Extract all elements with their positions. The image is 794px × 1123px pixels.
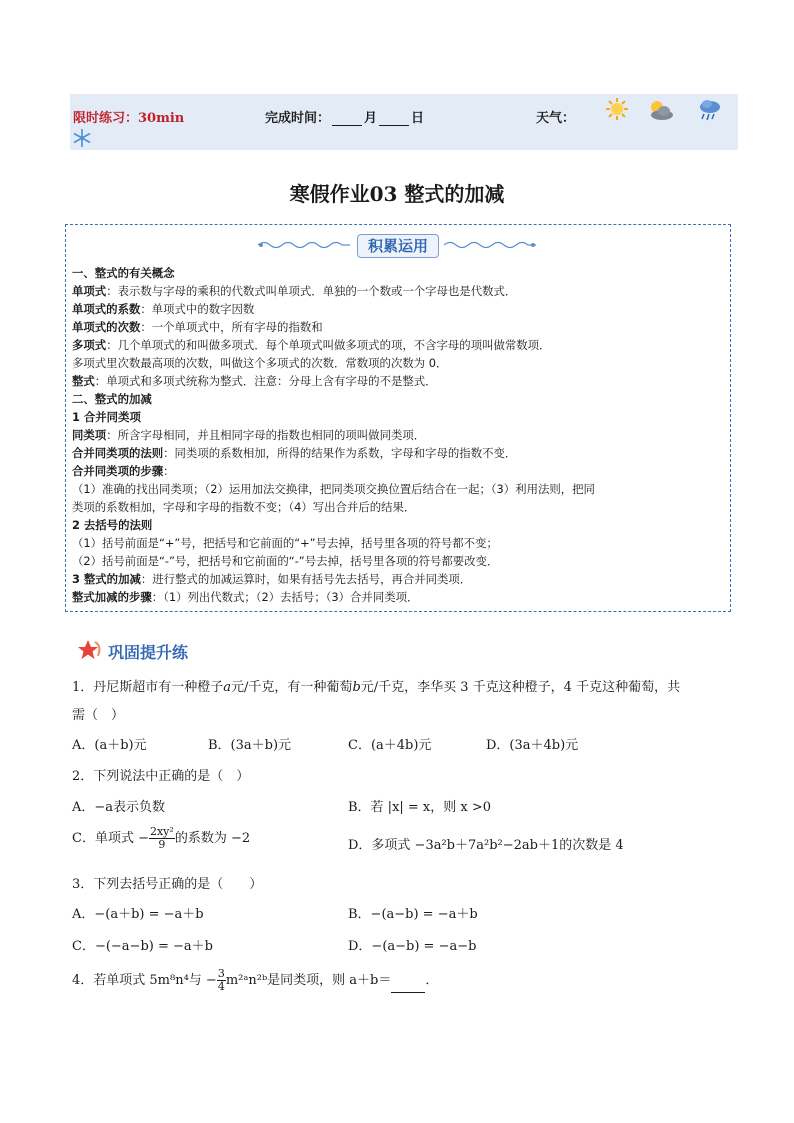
question-2-stem: 2．下列说法中正确的是（ ） xyxy=(72,769,250,784)
knowledge-line: 多项式：几个单项式的和叫做多项式．每个单项式叫做多项式的项，不含字母的项叫做常数项． xyxy=(72,338,551,352)
snowflake-icon xyxy=(72,128,92,148)
question-3-option-d[interactable]: D．−(a−b) = −a−b xyxy=(348,939,477,954)
star-icon xyxy=(76,638,104,662)
knowledge-line: 单项式的次数：一个单项式中，所有字母的指数和 xyxy=(72,320,323,334)
fraction: $\frac{3}{4}$ xyxy=(217,967,225,993)
knowledge-line: （1）括号前面是“+”号，把括号和它前面的“+”号去掉，括号里各项的符号都不变； xyxy=(72,536,498,550)
knowledge-banner: 积累运用 xyxy=(357,234,439,258)
question-1-option-c[interactable]: C．(a＋4b)元 xyxy=(348,738,432,753)
page-title: 寒假作业03 整式的加减 xyxy=(289,182,505,206)
question-1-option-d[interactable]: D．(3a＋4b)元 xyxy=(486,738,579,753)
weather-label: 天气： xyxy=(536,111,576,126)
sunny-icon xyxy=(606,98,628,120)
knowledge-line: 合并同类项的法则：同类项的系数相加，所得的结果作为系数，字母和字母的指数不变． xyxy=(72,446,517,460)
knowledge-line: 多项式里次数最高项的次数，叫做这个多项式的次数．常数项的次数为 0． xyxy=(72,356,448,370)
question-2-option-b[interactable]: B．若 |x| = x，则 x >0 xyxy=(348,800,492,815)
question-1-option-b[interactable]: B．(3a＋b)元 xyxy=(208,738,292,753)
banner-wave-left-decoration xyxy=(258,238,350,252)
banner-wave-right-decoration xyxy=(444,238,536,252)
question-2-option-a[interactable]: A．−a表示负数 xyxy=(72,800,166,815)
rain-icon xyxy=(697,98,723,124)
knowledge-line: （2）括号前面是“-”号，把括号和它前面的“-”号去掉，括号里各项的符号都要改变． xyxy=(72,554,499,568)
time-limit-label: 限时练习：30min xyxy=(73,111,185,126)
knowledge-line: 3 整式的加减：进行整式的加减运算时，如果有括号先去括号，再合并同类项． xyxy=(72,572,472,586)
knowledge-line: 2 去括号的法则 xyxy=(72,518,153,532)
knowledge-line: 同类项：所含字母相同，并且相同字母的指数也相同的项叫做同类项． xyxy=(72,428,426,442)
practice-header-bar xyxy=(70,94,738,150)
question-3-option-c[interactable]: C．−(−a−b) = −a＋b xyxy=(72,939,213,954)
fraction: $\frac{\text{2xy²}}{9}$ xyxy=(149,825,174,851)
question-1-stem-cont: 需（ ） xyxy=(72,708,125,723)
partly-cloudy-icon xyxy=(645,98,675,122)
answer-blank[interactable] xyxy=(391,980,425,993)
question-2-option-d[interactable]: D．多项式 −3a²b＋7a²b²−2ab＋1的次数是 4 xyxy=(348,838,624,853)
knowledge-text xyxy=(72,264,728,606)
knowledge-line: 单项式的系数：单项式中的数字因数 xyxy=(72,302,255,316)
knowledge-line: 合并同类项的步骤： xyxy=(72,464,175,478)
knowledge-line: （1）准确的找出同类项；（2）运用加法交换律，把同类项交换位置后结合在一起；（3）利用法则，把同 xyxy=(72,482,595,496)
knowledge-line: 二、整式的加减 xyxy=(72,392,152,406)
knowledge-line: 1 合并同类项 xyxy=(72,410,141,424)
question-2-option-c[interactable]: C．单项式 − $\frac{\text{2xy²}}{9}$ 的系数为 −2 xyxy=(72,825,251,851)
question-3-option-b[interactable]: B．−(a−b) = −a＋b xyxy=(348,907,478,922)
knowledge-line: 整式：单项式和多项式统称为整式．注意：分母上含有字母的不是整式． xyxy=(72,374,437,388)
knowledge-line: 单项式：表示数与字母的乘积的代数式叫单项式．单独的一个数或一个字母也是代数式． xyxy=(72,284,517,298)
question-3-option-a[interactable]: A．−(a＋b) = −a＋b xyxy=(72,907,204,922)
knowledge-line: 一、整式的有关概念 xyxy=(72,266,175,280)
question-1-option-a[interactable]: A．(a＋b)元 xyxy=(72,738,147,753)
section-title: 巩固提升练 xyxy=(108,643,189,662)
question-1-stem: 1．丹尼斯超市有一种橙子a元/千克，有一种葡萄b元/千克，李华买 3 千克这种橙子，4 千克这种葡萄，共 xyxy=(72,680,681,695)
knowledge-line: 整式加减的步骤：（1）列出代数式；（2）去括号；（3）合并同类项． xyxy=(72,590,419,604)
question-3-stem: 3．下列去括号正确的是（ ） xyxy=(72,877,263,892)
completion-time-label: 完成时间： 月 日 xyxy=(265,111,425,126)
knowledge-line: 类项的系数相加，字母和字母的指数不变；（4）写出合并后的结果． xyxy=(72,500,416,514)
question-4-stem: 4．若单项式 5m⁸n⁴与 − $\frac{3}{4}$ m²ᵃn²ᵇ是同类项，则 a＋b＝ ． xyxy=(72,967,439,993)
